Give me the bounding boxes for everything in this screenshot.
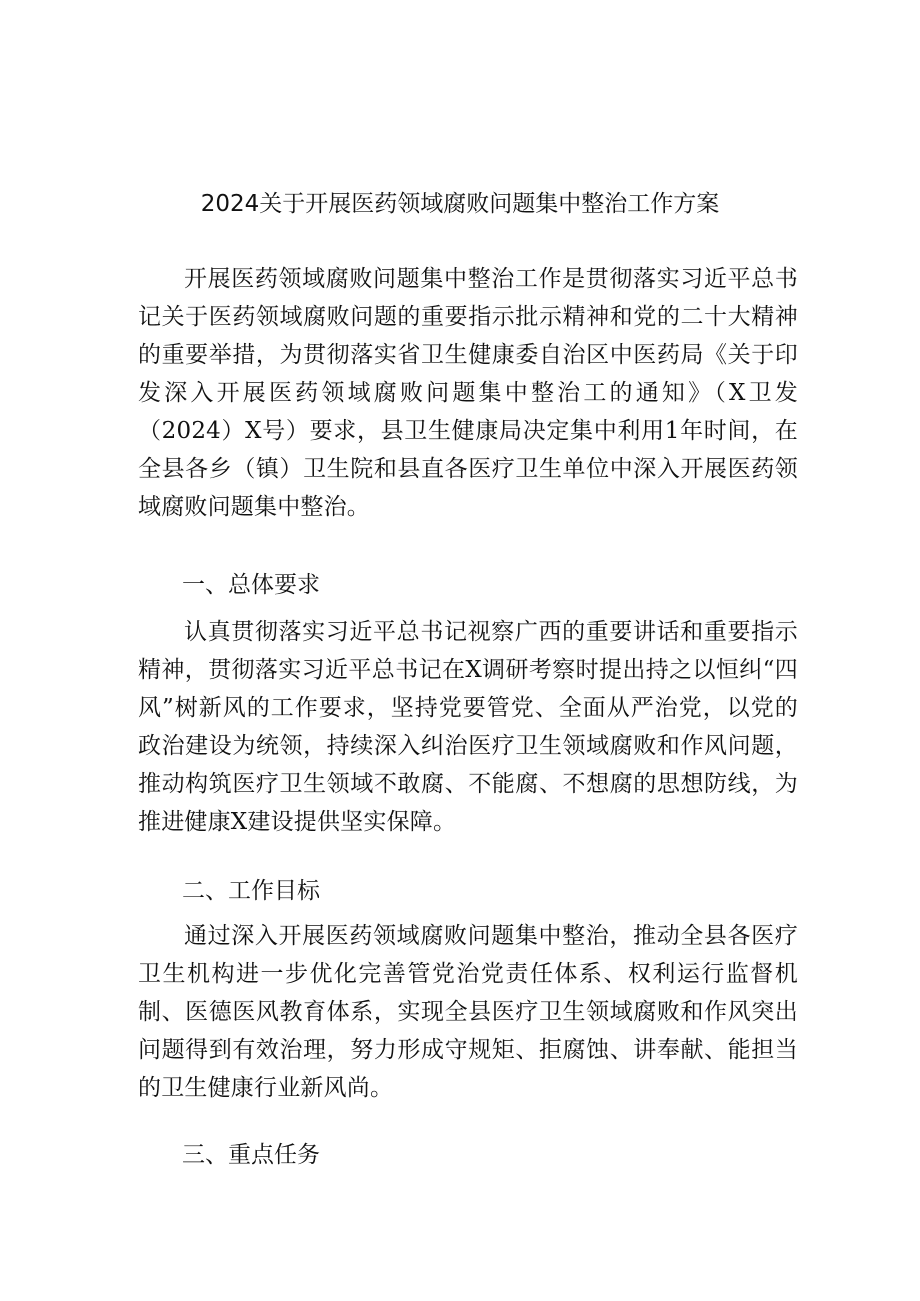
section-heading-general-requirements: 一、总体要求 [182,572,320,598]
intro-paragraph: 开展医药领域腐败问题集中整治工作是贯彻落实习近平总书记关于医药领域腐败问题的重要指示批示精神和党的二十大精神的重要举措，为贯彻落实省卫生健康委自治区中医药局《关于印发深入开展医药领域腐败问题集中整治工的通知》（X卫发（2024）X号）要求，县卫生健康局决定集中利用1年时间，在全县各乡（镇）卫生院和县直各医疗卫生单位中深入开展医药领域腐败问题集中整治。 [138,266,798,520]
document-title: 2024关于开展医药领域腐败问题集中整治工作方案 [200,191,720,218]
section-body-work-goals: 通过深入开展医药领域腐败问题集中整治，推动全县各医疗卫生机构进一步优化完善管党治党责任体系、权利运行监督机制、医德医风教育体系，实现全县医疗卫生领域腐败和作风突出问题得到有效治理，努力形成守规矩、拒腐蚀、讲奉献、能担当的卫生健康行业新风尚。 [138,923,798,1101]
section-heading-work-goals: 二、工作目标 [182,878,320,904]
section-heading-key-tasks: 三、重点任务 [182,1142,320,1168]
section-body-general-requirements: 认真贯彻落实习近平总书记视察广西的重要讲话和重要指示精神，贯彻落实习近平总书记在X调研考察时提出持之以恒纠“四风”树新风的工作要求，坚持党要管党、全面从严治党，以党的政治建设为统领，持续深入纠治医疗卫生领域腐败和作风问题，推动构筑医疗卫生领域不敢腐、不能腐、不想腐的思想防线，为推进健康X建设提供坚实保障。 [138,619,798,835]
